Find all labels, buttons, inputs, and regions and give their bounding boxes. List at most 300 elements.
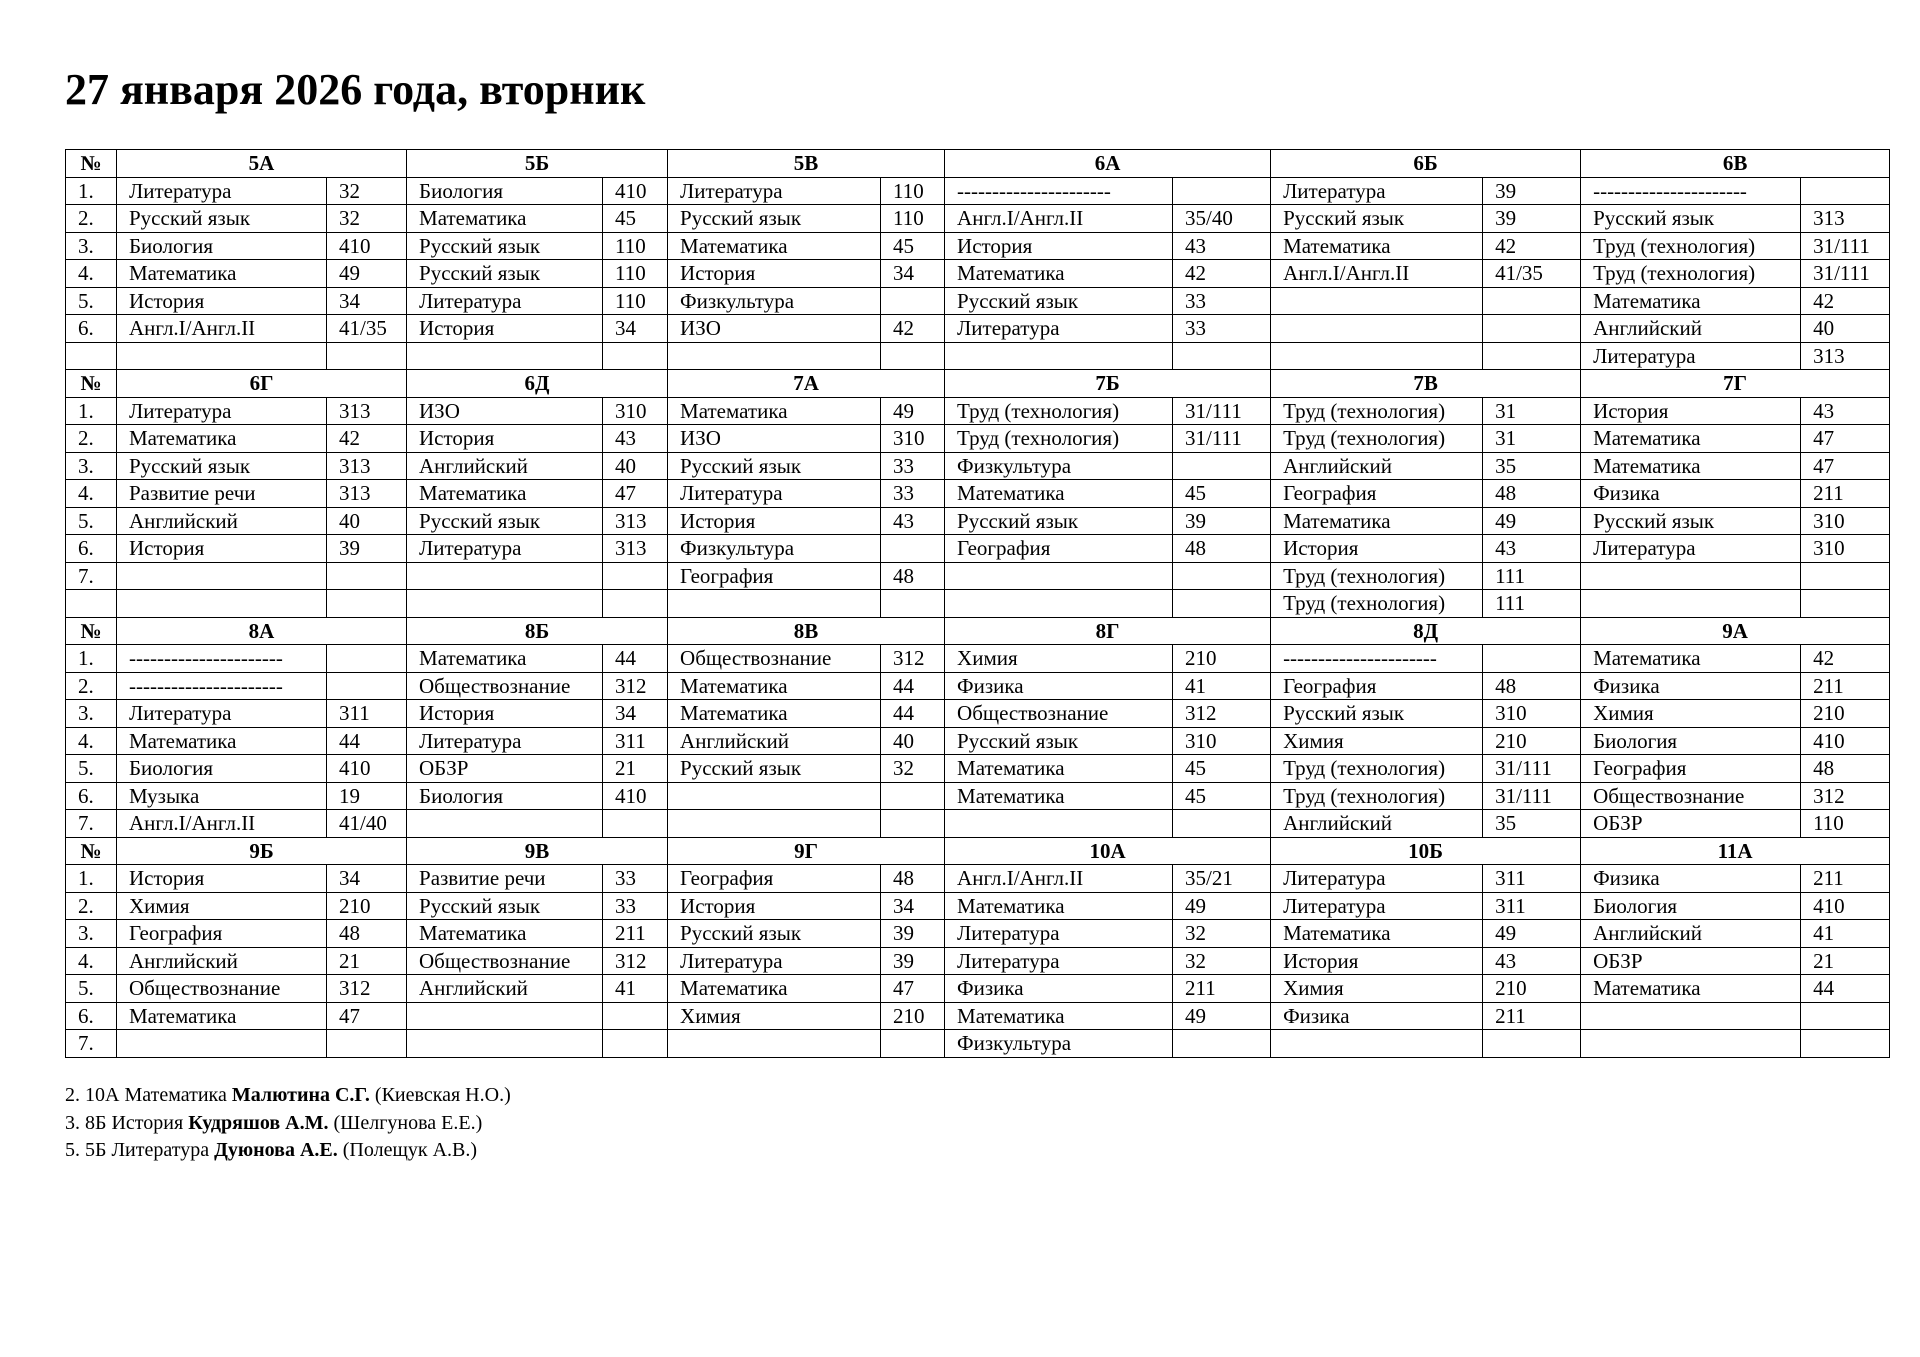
subject-cell: Русский язык [668, 755, 881, 783]
room-cell: 48 [1173, 535, 1271, 563]
room-cell: 34 [881, 260, 945, 288]
room-cell: 313 [603, 507, 668, 535]
subject-cell: Литература [407, 287, 603, 315]
lesson-row [66, 507, 1890, 535]
lesson-row [66, 975, 1890, 1003]
subject-cell: Английский [1271, 452, 1483, 480]
subject-cell: Литература [407, 727, 603, 755]
lesson-number-header: № [66, 617, 117, 645]
subject-cell: ---------------------- [945, 177, 1173, 205]
subject-cell: Обществознание [668, 645, 881, 673]
room-cell: 32 [881, 755, 945, 783]
subject-cell: Биология [1581, 892, 1801, 920]
room-cell: 31 [1483, 397, 1581, 425]
room-cell: 48 [881, 865, 945, 893]
class-header: 5Б [407, 150, 668, 178]
subject-cell: Литература [117, 700, 327, 728]
lesson-number: 5. [66, 755, 117, 783]
room-cell [881, 590, 945, 618]
subject-cell: География [1581, 755, 1801, 783]
room-cell: 33 [881, 452, 945, 480]
subject-cell: Биология [1581, 727, 1801, 755]
room-cell: 110 [881, 205, 945, 233]
room-cell: 111 [1483, 562, 1581, 590]
class-header: 6Б [1271, 150, 1581, 178]
room-cell: 33 [1173, 287, 1271, 315]
room-cell: 41/35 [327, 315, 407, 343]
subject-cell: Математика [407, 480, 603, 508]
subject-cell [668, 590, 881, 618]
class-header: 6Д [407, 370, 668, 398]
lesson-number: 7. [66, 1030, 117, 1058]
room-cell: 49 [327, 260, 407, 288]
room-cell: 44 [327, 727, 407, 755]
room-cell [603, 1002, 668, 1030]
room-cell: 41 [1173, 672, 1271, 700]
room-cell: 210 [1483, 727, 1581, 755]
subject-cell: История [117, 287, 327, 315]
class-header-row [66, 370, 1890, 398]
subject-cell: Обществознание [117, 975, 327, 1003]
lesson-number: 4. [66, 480, 117, 508]
room-cell: 39 [327, 535, 407, 563]
subject-cell: Математика [407, 645, 603, 673]
subject-cell: Биология [407, 782, 603, 810]
room-cell: 41 [603, 975, 668, 1003]
class-header-row [66, 150, 1890, 178]
room-cell [327, 562, 407, 590]
subject-cell: Русский язык [945, 507, 1173, 535]
subject-cell: Математика [668, 672, 881, 700]
subject-cell: География [117, 920, 327, 948]
subject-cell: Химия [117, 892, 327, 920]
subject-cell: Обществознание [945, 700, 1173, 728]
substitution-note [65, 1082, 511, 1110]
lesson-number: 6. [66, 1002, 117, 1030]
room-cell: 310 [881, 425, 945, 453]
lesson-row [66, 727, 1890, 755]
subject-cell: Литература [945, 947, 1173, 975]
subject-cell: Русский язык [1271, 700, 1483, 728]
note-text: 3. 8Б История [65, 1111, 189, 1134]
subject-cell: Труд (технология) [1271, 590, 1483, 618]
subject-cell [1581, 1002, 1801, 1030]
lesson-number-header: № [66, 150, 117, 178]
room-cell: 410 [1801, 892, 1890, 920]
lesson-number: 4. [66, 260, 117, 288]
room-cell [881, 287, 945, 315]
room-cell: 410 [1801, 727, 1890, 755]
room-cell: 49 [1483, 507, 1581, 535]
subject-cell: География [945, 535, 1173, 563]
room-cell: 42 [1801, 287, 1890, 315]
subject-cell [407, 1030, 603, 1058]
room-cell: 45 [1173, 782, 1271, 810]
room-cell [1801, 1030, 1890, 1058]
lesson-row [66, 672, 1890, 700]
class-header: 7Б [945, 370, 1271, 398]
lesson-number: 3. [66, 920, 117, 948]
subject-cell: Химия [668, 1002, 881, 1030]
subject-cell: Литература [945, 315, 1173, 343]
lesson-number [66, 342, 117, 370]
room-cell: 45 [881, 232, 945, 260]
subject-cell: Математика [1581, 287, 1801, 315]
room-cell: 313 [327, 452, 407, 480]
room-cell: 49 [1173, 892, 1271, 920]
room-cell: 42 [1483, 232, 1581, 260]
schedule-table [65, 149, 1890, 1058]
room-cell: 312 [327, 975, 407, 1003]
room-cell: 31/111 [1801, 260, 1890, 288]
subject-cell [407, 1002, 603, 1030]
subject-cell: Математика [668, 232, 881, 260]
subject-cell [1271, 342, 1483, 370]
subject-cell: Развитие речи [117, 480, 327, 508]
room-cell: 211 [1801, 672, 1890, 700]
room-cell: 310 [1483, 700, 1581, 728]
subject-cell: Англ.I/Англ.II [1271, 260, 1483, 288]
subject-cell: Русский язык [1581, 507, 1801, 535]
room-cell: 312 [881, 645, 945, 673]
lesson-number: 1. [66, 397, 117, 425]
subject-cell: Труд (технология) [1271, 562, 1483, 590]
lesson-row [66, 892, 1890, 920]
subject-cell: История [407, 425, 603, 453]
room-cell: 48 [1483, 672, 1581, 700]
subject-cell: Развитие речи [407, 865, 603, 893]
lesson-number: 4. [66, 947, 117, 975]
subject-cell: Физкультура [945, 452, 1173, 480]
lesson-row [66, 177, 1890, 205]
room-cell: 410 [603, 177, 668, 205]
room-cell: 49 [1483, 920, 1581, 948]
room-cell: 40 [1801, 315, 1890, 343]
subject-cell: Русский язык [668, 452, 881, 480]
lesson-number: 2. [66, 205, 117, 233]
room-cell: 44 [1801, 975, 1890, 1003]
room-cell: 410 [327, 232, 407, 260]
room-cell: 110 [603, 232, 668, 260]
subject-cell [1581, 1030, 1801, 1058]
class-header: 11А [1581, 837, 1890, 865]
subject-cell: Химия [945, 645, 1173, 673]
substitution-note [65, 1110, 511, 1138]
subject-cell: Труд (технология) [1581, 260, 1801, 288]
room-cell: 49 [1173, 1002, 1271, 1030]
subject-cell: Литература [1271, 865, 1483, 893]
class-header-row [66, 837, 1890, 865]
subject-cell [668, 1030, 881, 1058]
subject-cell: История [945, 232, 1173, 260]
room-cell: 310 [603, 397, 668, 425]
subject-cell [668, 782, 881, 810]
room-cell [1483, 342, 1581, 370]
room-cell: 312 [1173, 700, 1271, 728]
subject-cell: История [1271, 535, 1483, 563]
class-header: 8Д [1271, 617, 1581, 645]
subject-cell [1581, 590, 1801, 618]
subject-cell: Английский [1581, 920, 1801, 948]
room-cell [327, 590, 407, 618]
lesson-row [66, 232, 1890, 260]
room-cell [603, 562, 668, 590]
lesson-row [66, 782, 1890, 810]
room-cell: 48 [1483, 480, 1581, 508]
subject-cell: ---------------------- [1271, 645, 1483, 673]
room-cell: 47 [881, 975, 945, 1003]
lesson-row [66, 287, 1890, 315]
class-header: 8В [668, 617, 945, 645]
room-cell: 43 [881, 507, 945, 535]
subject-cell: ИЗО [668, 315, 881, 343]
subject-cell: Литература [407, 535, 603, 563]
room-cell: 31/111 [1483, 755, 1581, 783]
class-header: 8Б [407, 617, 668, 645]
subject-cell: Математика [945, 755, 1173, 783]
class-header: 9Г [668, 837, 945, 865]
room-cell [1801, 590, 1890, 618]
room-cell: 42 [881, 315, 945, 343]
room-cell: 311 [327, 700, 407, 728]
room-cell: 31/111 [1801, 232, 1890, 260]
class-header-row [66, 617, 1890, 645]
lesson-number: 4. [66, 727, 117, 755]
room-cell: 410 [603, 782, 668, 810]
subject-cell: Русский язык [1581, 205, 1801, 233]
class-header: 5А [117, 150, 407, 178]
subject-cell: История [668, 892, 881, 920]
subject-cell: Русский язык [117, 205, 327, 233]
room-cell: 110 [603, 287, 668, 315]
room-cell: 34 [327, 287, 407, 315]
room-cell: 39 [1483, 177, 1581, 205]
note-text: 5. 5Б Литература [65, 1139, 215, 1161]
subject-cell: ---------------------- [117, 645, 327, 673]
room-cell: 211 [1483, 1002, 1581, 1030]
room-cell [881, 782, 945, 810]
room-cell: 21 [603, 755, 668, 783]
room-cell: 45 [1173, 480, 1271, 508]
room-cell: 21 [327, 947, 407, 975]
lesson-row [66, 810, 1890, 838]
lesson-number [66, 590, 117, 618]
subject-cell: Литература [668, 177, 881, 205]
room-cell: 313 [327, 397, 407, 425]
room-cell: 43 [1801, 397, 1890, 425]
subject-cell: История [407, 700, 603, 728]
subject-cell: Английский [117, 947, 327, 975]
lesson-number: 7. [66, 810, 117, 838]
subject-cell: История [1271, 947, 1483, 975]
room-cell [1173, 177, 1271, 205]
subject-cell [117, 590, 327, 618]
room-cell: 110 [603, 260, 668, 288]
subject-cell: Английский [1581, 315, 1801, 343]
subject-cell: Математика [945, 1002, 1173, 1030]
subject-cell [945, 562, 1173, 590]
subject-cell: Физика [1581, 672, 1801, 700]
subject-cell: ---------------------- [117, 672, 327, 700]
subject-cell: Математика [945, 782, 1173, 810]
room-cell [1173, 342, 1271, 370]
subject-cell: Биология [407, 177, 603, 205]
room-cell [327, 645, 407, 673]
room-cell [1173, 562, 1271, 590]
substitute-teacher: Дуюнова А.Е. [214, 1139, 338, 1161]
room-cell: 210 [1801, 700, 1890, 728]
room-cell: 43 [1173, 232, 1271, 260]
subject-cell: ОБЗР [1581, 947, 1801, 975]
lesson-row [66, 397, 1890, 425]
lesson-row [66, 590, 1890, 618]
subject-cell: ИЗО [407, 397, 603, 425]
room-cell: 32 [327, 205, 407, 233]
subject-cell: Литература [1271, 892, 1483, 920]
room-cell: 21 [1801, 947, 1890, 975]
room-cell [603, 342, 668, 370]
room-cell: 210 [881, 1002, 945, 1030]
subject-cell: Физкультура [945, 1030, 1173, 1058]
subject-cell: История [117, 865, 327, 893]
lesson-row [66, 645, 1890, 673]
subject-cell: Математика [668, 397, 881, 425]
subject-cell: Русский язык [407, 892, 603, 920]
subject-cell: Русский язык [945, 727, 1173, 755]
page-title: 27 января 2026 года, вторник [65, 65, 646, 114]
room-cell: 47 [1801, 452, 1890, 480]
room-cell: 40 [327, 507, 407, 535]
subject-cell: Физика [1271, 1002, 1483, 1030]
room-cell: 210 [1173, 645, 1271, 673]
subject-cell: Математика [1271, 507, 1483, 535]
subject-cell: История [1581, 397, 1801, 425]
lesson-number: 1. [66, 865, 117, 893]
subject-cell: Математика [117, 727, 327, 755]
subject-cell: Английский [1271, 810, 1483, 838]
room-cell: 33 [603, 892, 668, 920]
subject-cell: Русский язык [1271, 205, 1483, 233]
room-cell [1483, 1030, 1581, 1058]
room-cell [1173, 452, 1271, 480]
subject-cell: Математика [945, 892, 1173, 920]
room-cell: 211 [1801, 480, 1890, 508]
room-cell [1483, 315, 1581, 343]
subject-cell: Английский [668, 727, 881, 755]
subject-cell [668, 810, 881, 838]
subject-cell: Математика [117, 260, 327, 288]
lesson-number-header: № [66, 837, 117, 865]
class-header: 8А [117, 617, 407, 645]
substitution-note [65, 1137, 511, 1165]
room-cell: 40 [881, 727, 945, 755]
subject-cell: Англ.I/Англ.II [945, 205, 1173, 233]
room-cell [1173, 1030, 1271, 1058]
room-cell [327, 1030, 407, 1058]
subject-cell: Математика [668, 975, 881, 1003]
room-cell [603, 590, 668, 618]
absent-teacher: (Киевская Н.О.) [369, 1084, 511, 1106]
room-cell: 312 [603, 672, 668, 700]
room-cell: 34 [881, 892, 945, 920]
room-cell: 211 [603, 920, 668, 948]
subject-cell: Литература [117, 397, 327, 425]
room-cell: 41 [1801, 920, 1890, 948]
subject-cell: ОБЗР [407, 755, 603, 783]
subject-cell: Литература [668, 947, 881, 975]
subject-cell: ---------------------- [1581, 177, 1801, 205]
subject-cell: Русский язык [668, 920, 881, 948]
room-cell: 43 [1483, 535, 1581, 563]
subject-cell: Математика [117, 1002, 327, 1030]
lesson-number: 5. [66, 507, 117, 535]
subject-cell [1581, 562, 1801, 590]
lesson-number: 3. [66, 452, 117, 480]
room-cell: 44 [881, 700, 945, 728]
subject-cell: Биология [117, 755, 327, 783]
room-cell: 44 [603, 645, 668, 673]
lesson-number: 5. [66, 975, 117, 1003]
subject-cell: Русский язык [407, 507, 603, 535]
subject-cell: Обществознание [1581, 782, 1801, 810]
subject-cell [407, 810, 603, 838]
room-cell: 39 [881, 920, 945, 948]
room-cell [1801, 1002, 1890, 1030]
subject-cell: Англ.I/Англ.II [945, 865, 1173, 893]
subject-cell: Математика [1581, 645, 1801, 673]
lesson-row [66, 260, 1890, 288]
subject-cell: Химия [1271, 727, 1483, 755]
class-header: 8Г [945, 617, 1271, 645]
room-cell: 313 [327, 480, 407, 508]
subject-cell: Труд (технология) [1271, 397, 1483, 425]
lesson-row [66, 920, 1890, 948]
subject-cell: Труд (технология) [1271, 425, 1483, 453]
lesson-number: 1. [66, 645, 117, 673]
subject-cell: Труд (технология) [1271, 782, 1483, 810]
room-cell: 311 [603, 727, 668, 755]
subject-cell: Физкультура [668, 535, 881, 563]
absent-teacher: (Шелгунова Е.Е.) [328, 1111, 483, 1134]
room-cell: 44 [881, 672, 945, 700]
room-cell: 45 [1173, 755, 1271, 783]
room-cell [881, 342, 945, 370]
room-cell [327, 342, 407, 370]
subject-cell: Математика [945, 260, 1173, 288]
room-cell: 41/40 [327, 810, 407, 838]
room-cell [1483, 287, 1581, 315]
note-text: 2. 10А Математика [65, 1084, 232, 1106]
lesson-row [66, 452, 1890, 480]
subject-cell: Химия [1271, 975, 1483, 1003]
lesson-number: 6. [66, 782, 117, 810]
lesson-row [66, 1002, 1890, 1030]
subject-cell: Англ.I/Англ.II [117, 315, 327, 343]
room-cell: 42 [327, 425, 407, 453]
class-header: 5В [668, 150, 945, 178]
room-cell [327, 672, 407, 700]
room-cell: 313 [1801, 342, 1890, 370]
room-cell: 19 [327, 782, 407, 810]
subject-cell: Английский [407, 975, 603, 1003]
room-cell: 312 [603, 947, 668, 975]
subject-cell: Литература [668, 480, 881, 508]
subject-cell: Математика [1581, 452, 1801, 480]
room-cell: 33 [603, 865, 668, 893]
subject-cell [117, 1030, 327, 1058]
class-header: 7Г [1581, 370, 1890, 398]
lesson-row [66, 342, 1890, 370]
